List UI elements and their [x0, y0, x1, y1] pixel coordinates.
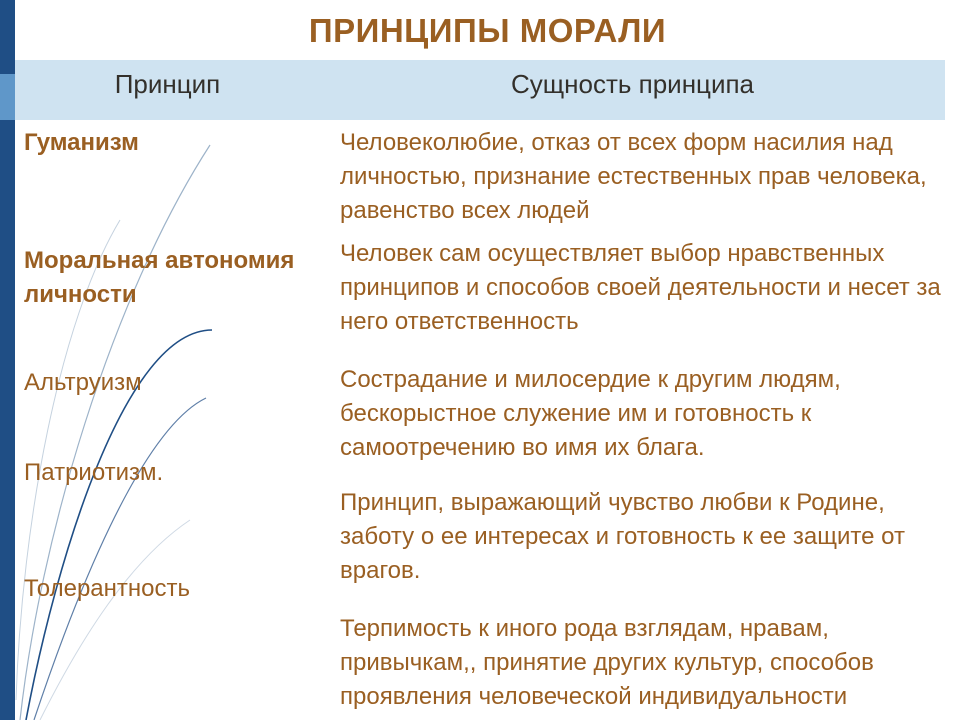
principle-name-altruism: Альтруизм — [24, 369, 142, 396]
principle-desc-altruism: Сострадание и милосердие к другим людям, бескорыстное служение им и готовность к самоотречению во имя их блага. — [340, 366, 841, 461]
principle-name-patriotism: Патриотизм. — [24, 459, 164, 486]
principle-desc-humanism: Человеколюбие, отказ от всех форм насилия над личностью, признание естественных прав человека, равенство всех людей — [340, 129, 927, 224]
principle-desc-tolerance: Терпимость к иного рода взглядам, нравам, привычкам,, принятие других культур, способов проявления человеческой индивидуальности — [340, 615, 874, 710]
principle-name-humanism: Гуманизм — [24, 129, 139, 156]
principle-desc-patriotism: Принцип, выражающий чувство любви к Родине, заботу о ее интересах и готовность к ее защите от врагов. — [340, 489, 905, 584]
header-principle: Принцип — [114, 69, 221, 99]
principle-desc-autonomy: Человек сам осуществляет выбор нравственных принципов и способов своей деятельности и несет за него ответственность — [340, 240, 941, 335]
principle-name-tolerance: Толерантность — [24, 575, 190, 602]
header-essence: Сущность принципа — [510, 69, 755, 99]
page-title: ПРИНЦИПЫ МОРАЛИ — [308, 12, 667, 49]
principle-name-autonomy: Моральная автономия личности — [24, 247, 295, 308]
header-accent-stripe — [0, 74, 15, 120]
